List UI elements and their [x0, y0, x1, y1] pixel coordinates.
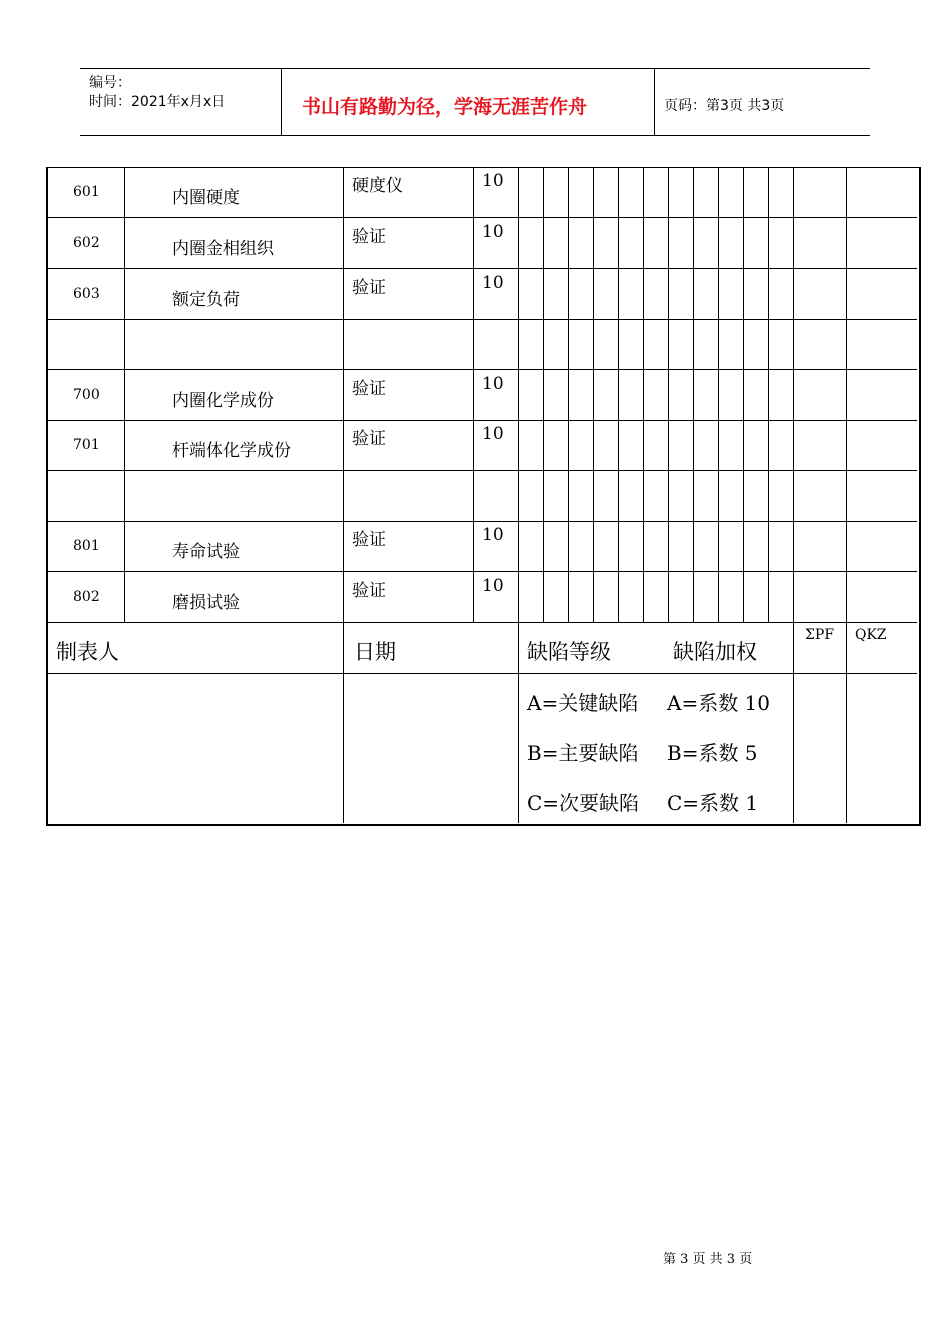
column-divider — [768, 167, 769, 622]
sample-quantity: 10 — [482, 222, 504, 242]
item-name: 磨损试验 — [172, 593, 240, 613]
row-divider — [46, 319, 917, 320]
column-divider — [124, 167, 125, 622]
item-code: 603 — [73, 286, 100, 302]
header-top-rule — [80, 68, 870, 69]
defect-level-label: 缺陷等级 — [527, 640, 611, 664]
row-divider — [46, 369, 917, 370]
row-divider — [46, 217, 917, 218]
sample-quantity: 10 — [482, 525, 504, 545]
inspection-method: 验证 — [352, 530, 386, 550]
legend-level-b: B=主要缺陷 — [527, 741, 639, 765]
inspection-method: 验证 — [352, 581, 386, 601]
inspection-method: 硬度仪 — [352, 176, 403, 196]
sample-quantity: 10 — [482, 273, 504, 293]
item-name: 杆端体化学成份 — [172, 441, 291, 461]
column-divider — [643, 167, 644, 622]
item-code: 802 — [73, 589, 100, 605]
column-divider — [718, 167, 719, 622]
table-frame — [46, 167, 921, 826]
row-divider — [46, 470, 917, 471]
item-name: 内圈硬度 — [172, 188, 240, 208]
column-divider — [846, 167, 847, 823]
column-divider — [668, 167, 669, 622]
inspection-method: 验证 — [352, 379, 386, 399]
page-footer: 第 3 页 共 3 页 — [663, 1252, 753, 1267]
item-code: 700 — [73, 387, 100, 403]
row-divider — [46, 673, 917, 674]
item-name: 额定负荷 — [172, 290, 240, 310]
column-divider — [568, 167, 569, 622]
item-code: 601 — [73, 184, 100, 200]
sum-pf-label: ΣPF — [805, 627, 835, 643]
inspection-method: 验证 — [352, 429, 386, 449]
legend-weight-b: B=系数 5 — [667, 741, 758, 765]
column-divider — [693, 167, 694, 622]
sample-quantity: 10 — [482, 374, 504, 394]
column-divider — [618, 167, 619, 622]
item-name: 内圈化学成份 — [172, 391, 274, 411]
header-divider — [654, 69, 655, 136]
inspection-method: 验证 — [352, 278, 386, 298]
defect-weight-label: 缺陷加权 — [673, 640, 757, 664]
legend-weight-a: A=系数 10 — [667, 691, 771, 715]
legend-weight-c: C=系数 1 — [667, 791, 759, 815]
item-name: 内圈金相组织 — [172, 239, 274, 259]
legend-level-c: C=次要缺陷 — [527, 791, 640, 815]
row-divider — [46, 622, 917, 623]
item-code: 701 — [73, 437, 100, 453]
header-divider — [281, 69, 282, 136]
sample-quantity: 10 — [482, 171, 504, 191]
column-divider — [593, 167, 594, 622]
page-indicator: 页码：第3页 共3页 — [664, 98, 785, 114]
row-divider — [46, 521, 917, 522]
document-time-label: 时间：2021年x月x日 — [89, 94, 226, 110]
item-code: 602 — [73, 235, 100, 251]
date-label: 日期 — [354, 640, 396, 664]
column-divider — [473, 167, 474, 622]
column-divider — [518, 167, 519, 823]
column-divider — [743, 167, 744, 622]
row-divider — [46, 420, 917, 421]
header-bottom-rule — [80, 135, 870, 136]
document-number-label: 编号： — [89, 75, 131, 91]
inspection-method: 验证 — [352, 227, 386, 247]
column-divider — [343, 167, 344, 823]
column-divider — [543, 167, 544, 622]
column-divider — [793, 167, 794, 823]
sample-quantity: 10 — [482, 424, 504, 444]
sample-quantity: 10 — [482, 576, 504, 596]
row-divider — [46, 268, 917, 269]
header-motto: 书山有路勤为径，学海无涯苦作舟 — [302, 96, 588, 118]
item-name: 寿命试验 — [172, 542, 240, 562]
qkz-label: QKZ — [855, 627, 887, 643]
legend-level-a: A=关键缺陷 — [527, 691, 639, 715]
item-code: 801 — [73, 538, 100, 554]
row-divider — [46, 571, 917, 572]
preparer-label: 制表人 — [56, 640, 119, 664]
